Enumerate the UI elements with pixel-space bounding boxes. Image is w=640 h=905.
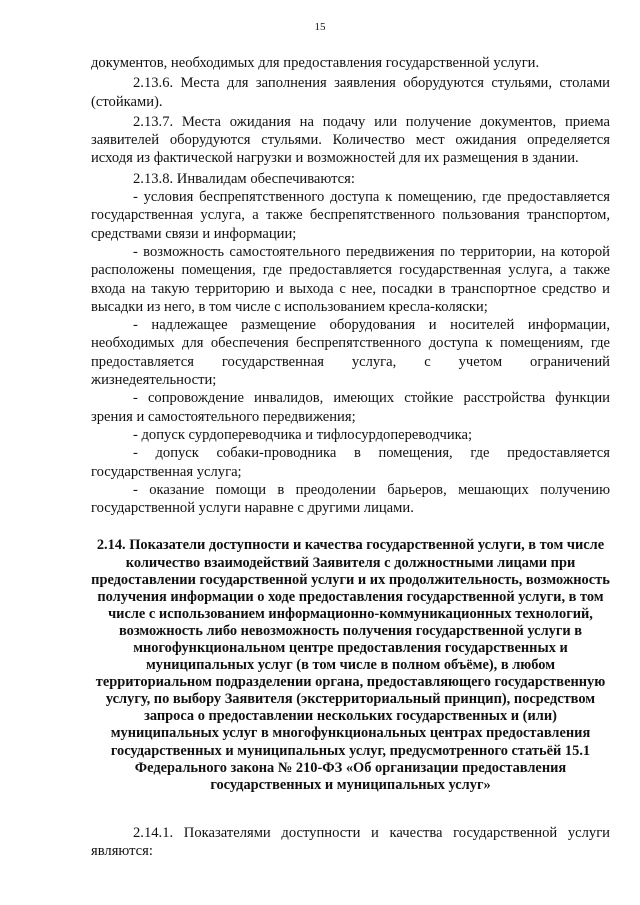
list-item-guide-dog: - допуск собаки-проводника в помещения, где предоставляется государственная услуга; <box>91 445 610 480</box>
document-body <box>91 54 610 860</box>
paragraph-2-13-8: 2.13.8. Инвалидам обеспечиваются: <box>133 170 355 187</box>
paragraph-2-13-7: 2.13.7. Места ожидания на подачу или получение документов, приема заявителей оборудуются стульями. Количество мест ожидания определяется исходя из фактической нагрузки и возможностей для их размещения в здании. <box>91 113 610 167</box>
list-item-access-conditions: - условия беспрепятственного доступа к помещению, где предоставляется государственная услуга, а также беспрепятственного пользования транспортом, средствами связи и информации; <box>91 189 610 242</box>
list-item-equipment-placement: - надлежащее размещение оборудования и носителей информации, необходимых для обеспечения беспрепятственного доступа к помещениям, где предоставляется государственная услуга, с учетом ограничений жизнедеятельности; <box>91 317 610 389</box>
section-heading-2-14: 2.14. Показатели доступности и качества государственной услуги, в том числе количество взаимодействий Заявителя с должностными лицами при предоставлении государственной услуги и их продолжительность, возможность получения информации о ходе предоставления государственной услуги, в том числе с использованием информационно-коммуникационных технологий, возможность либо невозможность получения государственной услуги в многофункциональном центре предоставления государственных и муниципальных услуг (в том числе в полном объёме), в любом территориальном подразделении органа, предоставляющего государственную услугу, по выбору Заявителя (экстерриториальный принцип), посредством запроса о предоставлении нескольких государственных и (или) муниципальных услуг в многофункциональных центрах предоставления государственных и муниципальных услуг, предусмотренного статьёй 15.1 Федерального закона № 210-ФЗ «Об организации предоставления государственных и муниципальных услуг» <box>91 537 610 793</box>
paragraph-continuation: документов, необходимых для предоставления государственной услуги. <box>91 55 540 71</box>
paragraph-2-14-1: 2.14.1. Показателями доступности и качества государственной услуги являются: <box>91 824 610 860</box>
list-item-independent-movement: - возможность самостоятельного передвижения по территории, на которой расположены помещения, где предоставляется государственная услуга, а также входа на такую территорию и выхода с нее, посадки в транспортное средство и высадки из него, в том числе с использованием кресла-коляски; <box>91 243 610 315</box>
list-item-escort: - сопровождение инвалидов, имеющих стойкие расстройства функции зрения и самостоятельного передвижения; <box>91 390 610 425</box>
list-item-sign-interpreter: - допуск сурдопереводчика и тифлосурдопереводчика; <box>133 426 473 443</box>
paragraph-2-13-6: 2.13.6. Места для заполнения заявления оборудуются стульями, столами (стойками). <box>91 75 610 110</box>
page-number: 15 <box>314 21 326 33</box>
list-item-barrier-assistance: - оказание помощи в преодолении барьеров, мешающих получению государственной услуги наравне с другими лицами. <box>91 481 610 517</box>
